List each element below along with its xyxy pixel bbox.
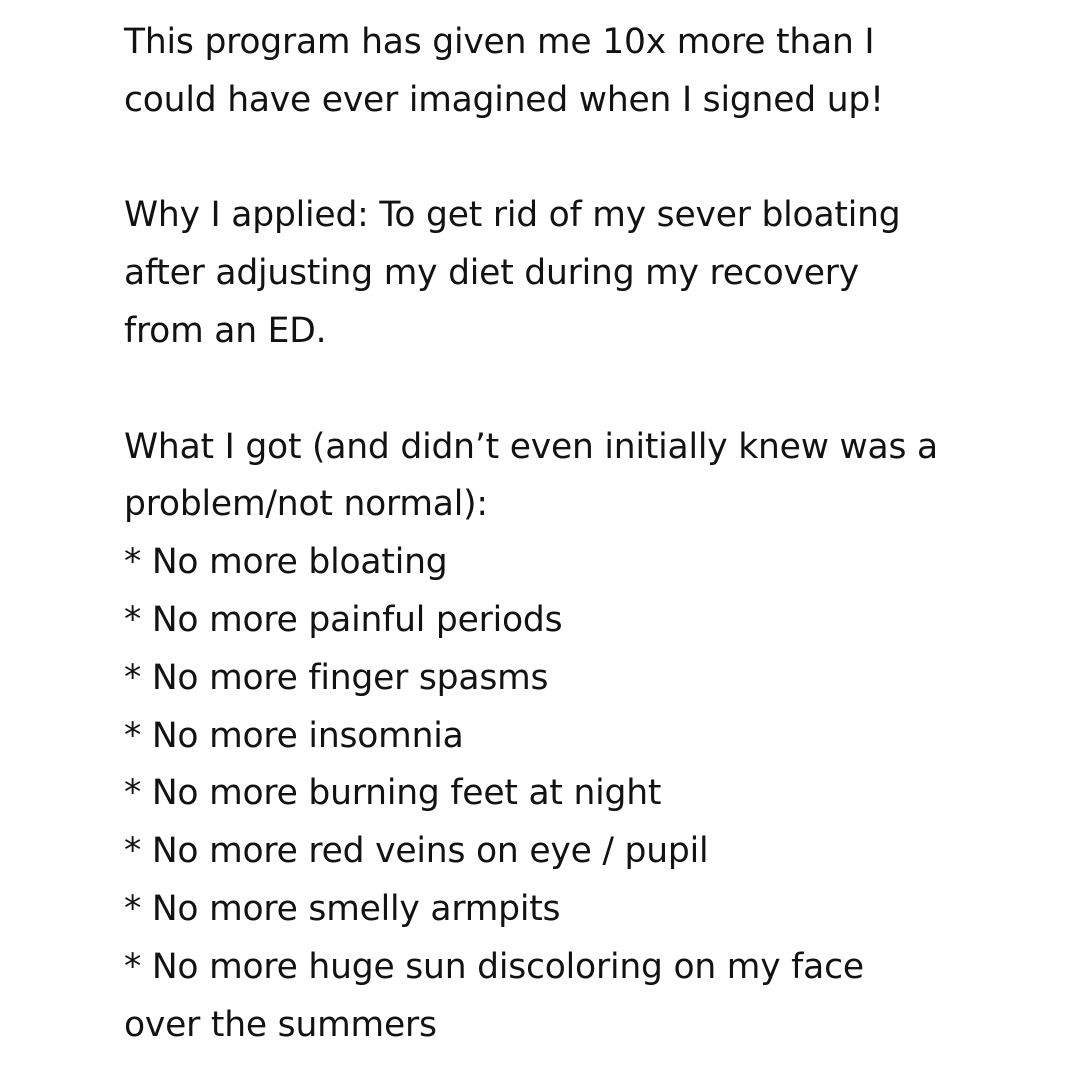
what-i-got-heading-line: What I got (and didn’t even initially knew was a [124, 426, 938, 467]
benefit-list-item-continuation: over the summers [124, 1004, 437, 1045]
why-applied-paragraph [124, 187, 1024, 360]
benefit-list-item: * No more smelly armpits [124, 888, 561, 929]
benefit-list-item: * No more burning feet at night [124, 773, 662, 814]
paragraph-gap [124, 130, 1024, 188]
paragraph-gap [124, 361, 1024, 419]
what-i-got-heading-line: problem/not normal): [124, 484, 488, 525]
intro-line: could have ever imagined when I signed up! [124, 79, 884, 120]
benefit-list-item: * No more red veins on eye / pupil [124, 831, 709, 872]
why-applied-line: from an ED. [124, 310, 327, 351]
benefit-list-item-text: * No more huge sun discoloring on my face [124, 946, 864, 987]
what-i-got-section [124, 419, 1024, 1055]
intro-paragraph [124, 14, 1024, 130]
benefit-list-item: * No more bloating [124, 542, 448, 583]
benefit-list-item-multiline [124, 939, 1024, 1055]
benefit-list-item: * No more finger spasms [124, 657, 549, 698]
benefits-list [124, 534, 1024, 1054]
intro-line: This program has given me 10x more than I [124, 22, 875, 62]
why-applied-line: Why I applied: To get rid of my sever bloating [124, 195, 901, 236]
benefit-list-item: * No more insomnia [124, 715, 464, 756]
benefit-list-item: * No more painful periods [124, 599, 563, 640]
testimonial-text [124, 14, 1024, 1054]
why-applied-line: after adjusting my diet during my recovery [124, 253, 859, 294]
